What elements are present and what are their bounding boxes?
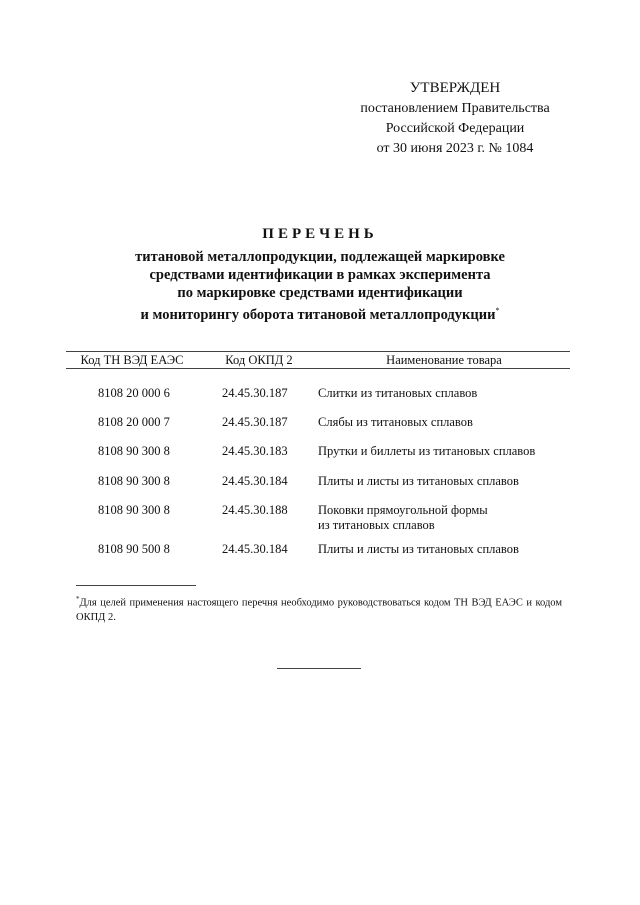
footnote-text: Для целей применения настоящего перечня необходимо руководствоваться кодом ТН ВЭД ЕАЭС и кодом ОКПД 2. xyxy=(76,597,562,623)
okpd-code: 24.45.30.184 xyxy=(222,542,288,556)
approval-line-3: от 30 июня 2023 г. № 1084 xyxy=(376,141,534,156)
document-subtitle xyxy=(0,248,640,324)
header-tnved: Код ТН ВЭД ЕАЭС xyxy=(80,353,184,367)
header-product-name: Наименование товара xyxy=(386,353,502,367)
product-name: Слябы из титановых сплавов xyxy=(318,415,473,429)
product-name xyxy=(318,503,558,533)
okpd-code: 24.45.30.187 xyxy=(222,415,288,429)
end-divider xyxy=(277,668,361,669)
table-header xyxy=(66,351,570,369)
approval-line-1: постановлением Правительства xyxy=(360,101,550,116)
footnote xyxy=(76,592,562,625)
subtitle-line-3: по маркировке средствами идентификации xyxy=(177,285,463,301)
tnved-code: 8108 20 000 7 xyxy=(98,415,170,429)
approval-line-2: Российской Федерации xyxy=(385,121,525,136)
subtitle-line-2: средствами идентификации в рамках эксперимента xyxy=(149,267,491,283)
product-name-line-1: Поковки прямоугольной формы xyxy=(318,503,488,517)
tnved-code: 8108 20 000 6 xyxy=(98,386,170,400)
footnote-divider xyxy=(76,585,196,586)
footnote-marker: * xyxy=(495,306,500,315)
tnved-code: 8108 90 300 8 xyxy=(98,503,170,517)
product-name: Плиты и листы из титановых сплавов xyxy=(318,474,519,488)
tnved-code: 8108 90 300 8 xyxy=(98,444,170,458)
okpd-code: 24.45.30.187 xyxy=(222,386,288,400)
tnved-code: 8108 90 500 8 xyxy=(98,542,170,556)
subtitle-line-4-text: и мониторингу оборота титановой металлопродукции xyxy=(140,306,496,323)
subtitle-line-1: титановой металлопродукции, подлежащей маркировке xyxy=(135,249,505,265)
approval-block xyxy=(340,78,570,159)
tnved-code: 8108 90 300 8 xyxy=(98,474,170,488)
product-name: Плиты и листы из титановых сплавов xyxy=(318,542,519,556)
product-name: Прутки и биллеты из титановых сплавов xyxy=(318,444,536,458)
okpd-code: 24.45.30.188 xyxy=(222,503,288,517)
approval-heading: УТВЕРЖДЕН xyxy=(409,80,501,96)
header-okpd: Код ОКПД 2 xyxy=(225,353,293,367)
product-name-line-2: из титановых сплавов xyxy=(318,518,435,532)
okpd-code: 24.45.30.184 xyxy=(222,474,288,488)
document-title: ПЕРЕЧЕНЬ xyxy=(262,226,378,242)
footnote-marker: * xyxy=(76,595,80,603)
product-name: Слитки из титановых сплавов xyxy=(318,386,478,400)
okpd-code: 24.45.30.183 xyxy=(222,444,288,458)
subtitle-line-4 xyxy=(0,302,640,324)
